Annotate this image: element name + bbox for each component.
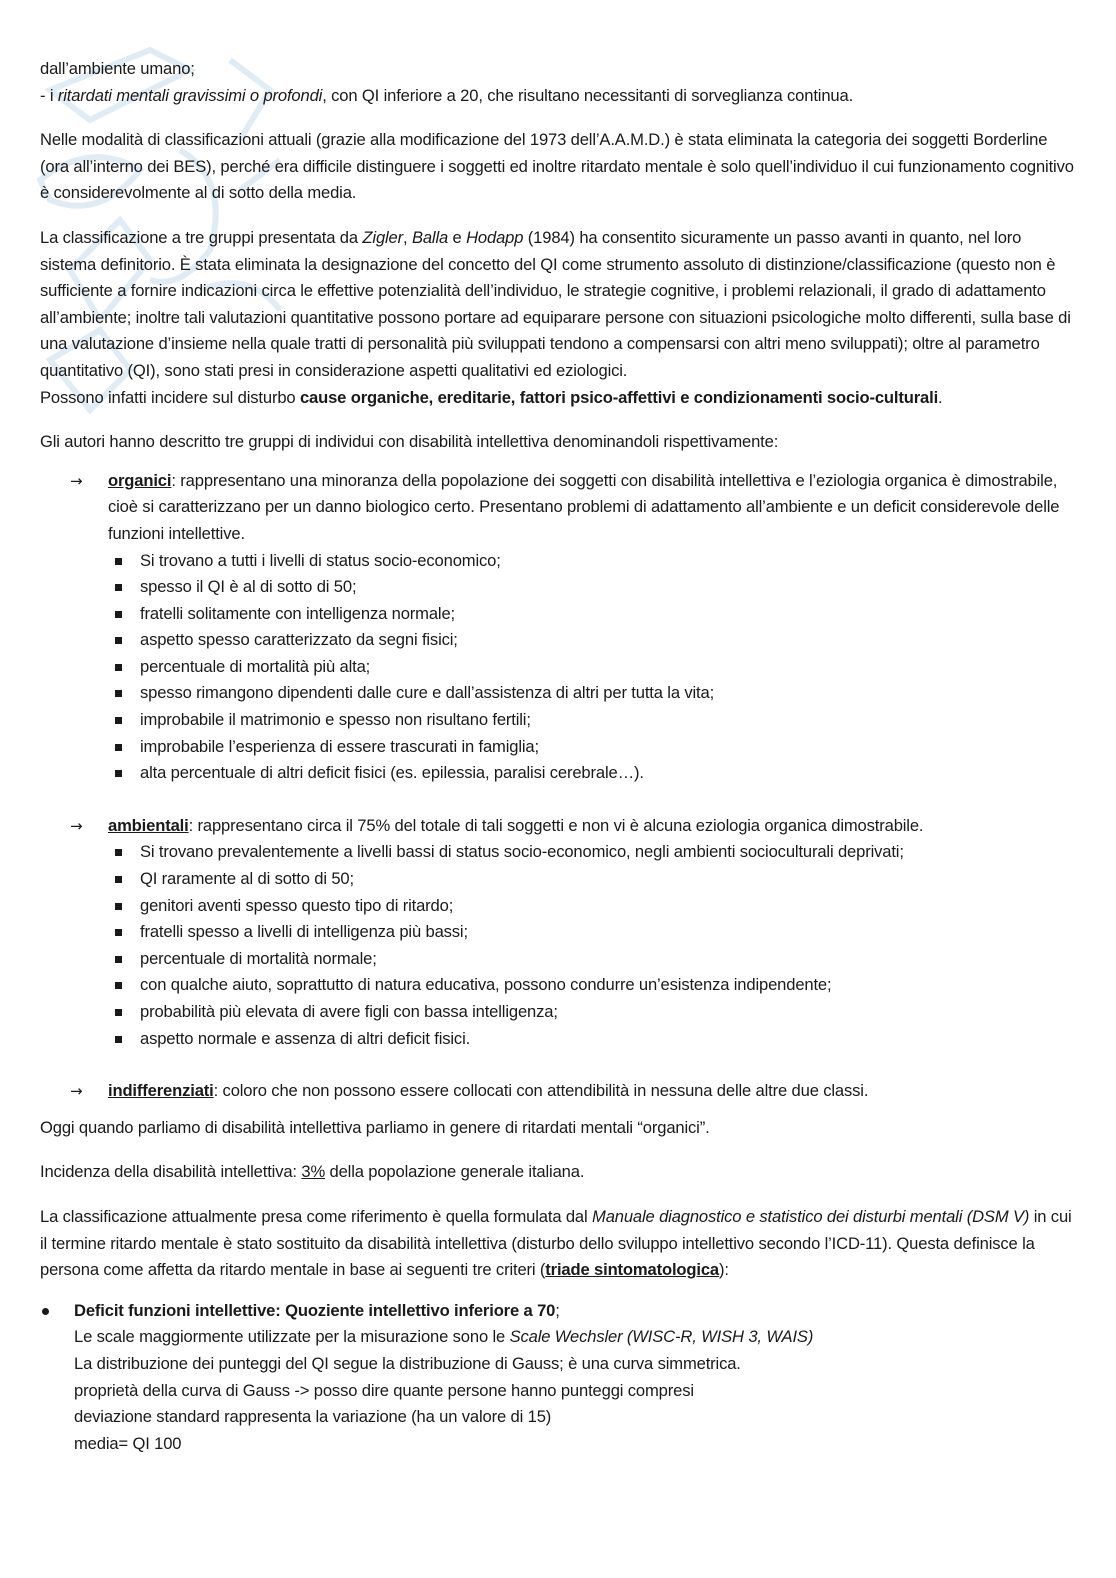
- term-indifferenziati: indifferenziati: [108, 1081, 214, 1101]
- group-ambientali: → ambientali: rappresentano circa il 75% del totale di tali soggetti e non vi è alcuna eziologia organica dimostrabile. Si trovano prevalentemente a livelli bassi di status socio-economico, negli ambienti socioculturali deprivati; QI raramente al di sotto di 50; genitori aventi spesso questo tipo di ritardo; fratelli spesso a livelli di intelligenza più bassi; percentuale di mortalità normale; con qualche aiuto, soprattutto di natura educativa, possono condurre un’esistenza indipendente; probabilità più elevata di avere figli con bassa intelligenza; aspetto normale e assenza di altri deficit fisici.: [40, 813, 1080, 1052]
- list-item: improbabile il matrimonio e spesso non risultano fertili;: [108, 707, 1080, 734]
- term-triade: triade sintomatologica: [545, 1260, 720, 1280]
- list-item: percentuale di mortalità più alta;: [108, 654, 1080, 681]
- paragraph-classification: Nelle modalità di classificazioni attuali (grazie alla modificazione del 1973 dell’A.A.M.D.) è stata eliminata la categoria dei soggetti Borderline (ora all’interno dei BES), perché era difficile distinguere i soggetti ed inoltre ritardato mentale è solo quell’individuo il cui funzionamento cognitivo è considerevolmente al di sotto della media.: [40, 130, 1074, 203]
- bullet-icon: [42, 1308, 49, 1315]
- intro-line-2: - i ritardati mentali gravissimi o profondi, con QI inferiore a 20, che risultano necessitanti di sorveglianza continua.: [40, 85, 854, 105]
- paragraph-today: Oggi quando parliamo di disabilità intellettiva parliamo in genere di ritardati mentali “organici”.: [40, 1117, 710, 1137]
- list-item: aspetto normale e assenza di altri deficit fisici.: [108, 1026, 1080, 1053]
- list-item: alta percentuale di altri deficit fisici (es. epilessia, paralisi cerebrale…).: [108, 760, 1080, 787]
- incidence-value: 3%: [301, 1162, 326, 1182]
- document-page: [40, 56, 1080, 1457]
- arrow-icon: →: [70, 1082, 83, 1101]
- paragraph-causes: Possono infatti incidere sul disturbo cause organiche, ereditarie, fattori psico-affettivi e condizionamenti socio-culturali.: [40, 387, 943, 407]
- ambientali-list: [108, 839, 1080, 1052]
- paragraph-incidence: Incidenza della disabilità intellettiva: 3% della popolazione generale italiana.: [40, 1162, 585, 1182]
- list-item: con qualche aiuto, soprattutto di natura educativa, possono condurre un’esistenza indipendente;: [108, 972, 1080, 999]
- group-indifferenziati: → indifferenziati: coloro che non possono essere collocati con attendibilità in nessuna delle altre due classi.: [40, 1078, 1080, 1105]
- list-item: aspetto spesso caratterizzato da segni fisici;: [108, 627, 1080, 654]
- term-ambientali: ambientali: [108, 815, 189, 835]
- criterion-title: Deficit funzioni intellettive: Quoziente intellettivo inferiore a 70: [74, 1300, 556, 1320]
- paragraph-authors: Gli autori hanno descritto tre gruppi di individui con disabilità intellettiva denominandoli rispettivamente:: [40, 432, 779, 452]
- list-item: Si trovano prevalentemente a livelli bassi di status socio-economico, negli ambienti socioculturali deprivati;: [108, 839, 1080, 866]
- paragraph-dsm: La classificazione attualmente presa come riferimento è quella formulata dal Manuale diagnostico e statistico dei disturbi mentali (DSM V) in cui il termine ritardo mentale è stato sostituito da disabilità intellettiva (disturbo dello sviluppo intellettivo secondo l’ICD-11). Questa definisce la persona come affetta da ritardo mentale in base ai seguenti tre criteri (triade sintomatologica):: [40, 1206, 1072, 1280]
- list-item: fratelli solitamente con intelligenza normale;: [108, 601, 1080, 628]
- list-item: improbabile l’esperienza di essere trascurati in famiglia;: [108, 734, 1080, 761]
- list-item: genitori aventi spesso questo tipo di ritardo;: [108, 893, 1080, 920]
- list-item: QI raramente al di sotto di 50;: [108, 866, 1080, 893]
- term-organici: organici: [108, 470, 172, 490]
- organici-list: [108, 548, 1080, 787]
- arrow-icon: →: [70, 816, 83, 835]
- list-item: Si trovano a tutti i livelli di status socio-economico;: [108, 548, 1080, 575]
- paragraph-zigler: La classificazione a tre gruppi presentata da Zigler, Balla e Hodapp (1984) ha consentito sicuramente un passo avanti in quanto, nel loro sistema definitorio. È stata eliminata la designazione del concetto del QI come strumento assoluto di distinzione/classificazione (questo non è sufficiente a fornire indicazioni circa le effettive potenzialità dell’individuo, le strategie cognitive, i problemi relazionali, il grado di adattamento all’ambiente; inoltre tali valutazioni quantitative possono portare ad equiparare persone con situazioni psicologiche molto differenti, sulla base di una valutazione d’insieme nella quale tratti di personalità più sviluppati tendono a compensarsi con altri meno sviluppati); oltre al parametro quantitativo (QI), sono stati presi in considerazione aspetti qualitativi ed eziologici.: [40, 227, 1071, 380]
- list-item: spesso rimangono dipendenti dalle cure e dall’assistenza di altri per tutta la vita;: [108, 680, 1080, 707]
- list-item: percentuale di mortalità normale;: [108, 946, 1080, 973]
- list-item: fratelli spesso a livelli di intelligenza più bassi;: [108, 919, 1080, 946]
- arrow-icon: →: [70, 471, 83, 490]
- list-item: spesso il QI è al di sotto di 50;: [108, 574, 1080, 601]
- intro-line-1: dall’ambiente umano;: [40, 59, 195, 78]
- criterion-intellectual-deficit: Deficit funzioni intellettive: Quoziente intellettivo inferiore a 70; Le scale maggiormente utilizzate per la misurazione sono le Scale Wechsler (WISC-R, WISH 3, WAIS) La distribuzione dei punteggi del QI segue la distribuzione di Gauss; è una curva simmetrica. proprietà della curva di Gauss -> posso dire quante persone hanno punteggi compresi deviazione standard rappresenta la variazione (ha un valore di 15) media= QI 100: [40, 1298, 1080, 1458]
- list-item: probabilità più elevata di avere figli con bassa intelligenza;: [108, 999, 1080, 1026]
- group-organici: → organici: rappresentano una minoranza della popolazione dei soggetti con disabilità intellettiva e l’eziologia organica è dimostrabile, cioè si caratterizzano per un danno biologico certo. Presentano problemi di adattamento all’ambiente e un deficit considerevole delle funzioni intellettive. Si trovano a tutti i livelli di status socio-economico; spesso il QI è al di sotto di 50; fratelli solitamente con intelligenza normale; aspetto spesso caratterizzato da segni fisici; percentuale di mortalità più alta; spesso rimangono dipendenti dalle cure e dall’assistenza di altri per tutta la vita; improbabile il matrimonio e spesso non risultano fertili; improbabile l’esperienza di essere trascurati in famiglia; alta percentuale di altri deficit fisici (es. epilessia, paralisi cerebrale…).: [40, 468, 1080, 787]
